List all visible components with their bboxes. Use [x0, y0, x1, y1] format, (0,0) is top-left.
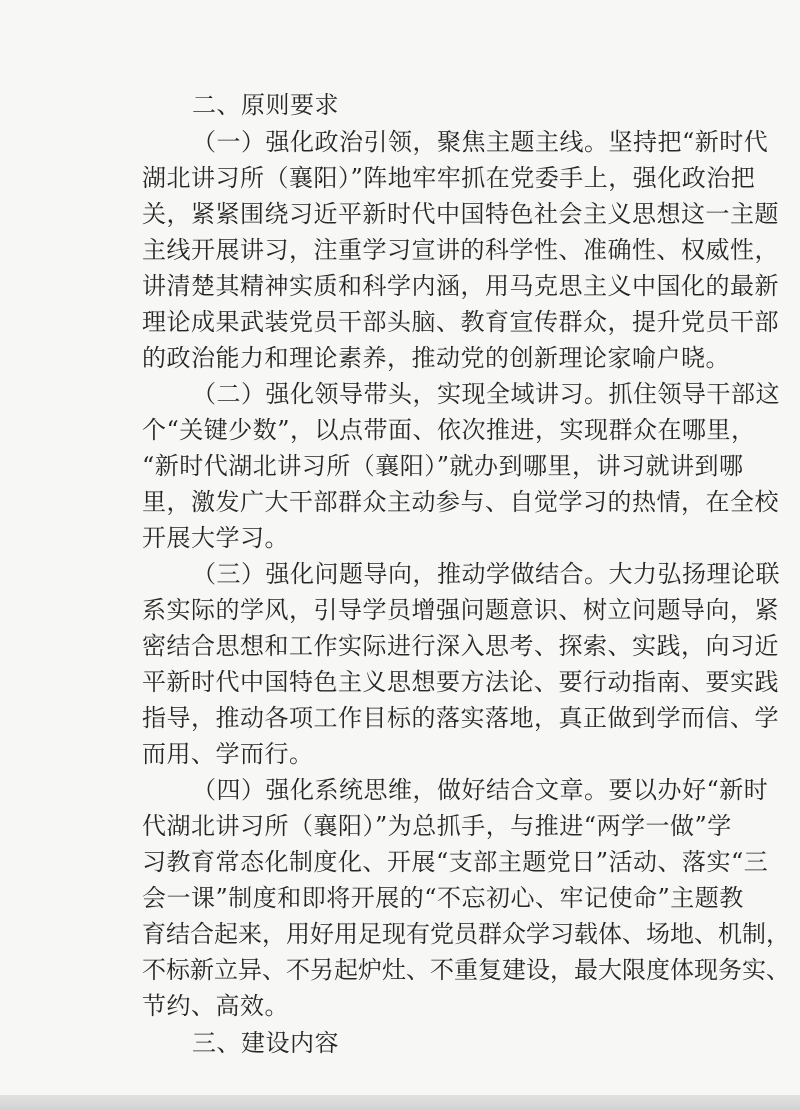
paragraph-line: 习教育常态化制度化、开展“支部主题党日”活动、落实“三 — [142, 848, 769, 876]
paragraph-line: （四）强化系统思维，做好结合文章。要以办好“新时 — [192, 776, 769, 804]
paragraph-line: 湖北讲习所（襄阳）”阵地牢牢抓在党委手上，强化政治把 — [142, 164, 756, 192]
paragraph-line: 育结合起来，用好用足现有党员群众学习载体、场地、机制， — [142, 920, 790, 948]
section-heading-construction: 三、建设内容 — [192, 1029, 339, 1057]
paragraph-line: 密结合思想和工作实际进行深入思考、探索、实践，向习近 — [142, 632, 779, 660]
paragraph-line: （三）强化问题导向，推动学做结合。大力弘扬理论联 — [192, 560, 780, 588]
paragraph-line: 理论成果武装党员干部头脑、教育宣传群众，提升党员干部 — [142, 308, 779, 336]
section-heading-principles: 二、原则要求 — [192, 91, 339, 119]
paragraph-line: 节约、高效。 — [142, 992, 289, 1020]
paragraph-line: 关，紧紧围绕习近平新时代中国特色社会主义思想这一主题 — [142, 200, 779, 228]
paragraph-line: 而用、学而行。 — [142, 740, 314, 768]
paragraph-line: 指导，推动各项工作目标的落实落地，真正做到学而信、学 — [142, 704, 779, 732]
paragraph-line: “新时代湖北讲习所（襄阳）”就办到哪里，讲习就讲到哪 — [142, 452, 744, 480]
paragraph-line: （二）强化领导带头，实现全域讲习。抓住领导干部这 — [192, 380, 780, 408]
paragraph-line: 个“关键少数”，以点带面、依次推进，实现群众在哪里， — [142, 416, 756, 444]
paragraph-line: 讲清楚其精神实质和科学内涵，用马克思主义中国化的最新 — [142, 272, 779, 300]
paragraph-line: 代湖北讲习所（襄阳）”为总抓手，与推进“两学一做”学 — [142, 812, 732, 840]
paragraph-line: 平新时代中国特色主义思想要方法论、要行动指南、要实践 — [142, 668, 779, 696]
paragraph-line: 系实际的学风，引导学员增强问题意识、树立问题导向，紧 — [142, 596, 779, 624]
paragraph-line: 开展大学习。 — [142, 524, 289, 552]
paragraph-line: 不标新立异、不另起炉灶、不重复建设，最大限度体现务实、 — [142, 956, 790, 984]
paragraph-line: 的政治能力和理论素养，推动党的创新理论家喻户晓。 — [142, 344, 730, 372]
paragraph-line: 里，激发广大干部群众主动参与、自觉学习的热情，在全校 — [142, 488, 779, 516]
paragraph-line: 主线开展讲习，注重学习宣讲的科学性、准确性、权威性， — [142, 236, 779, 264]
paragraph-line: （一）强化政治引领，聚焦主题主线。坚持把“新时代 — [192, 128, 769, 156]
paragraph-line: 会一课”制度和即将开展的“不忘初心、牢记使命”主题教 — [142, 884, 744, 912]
